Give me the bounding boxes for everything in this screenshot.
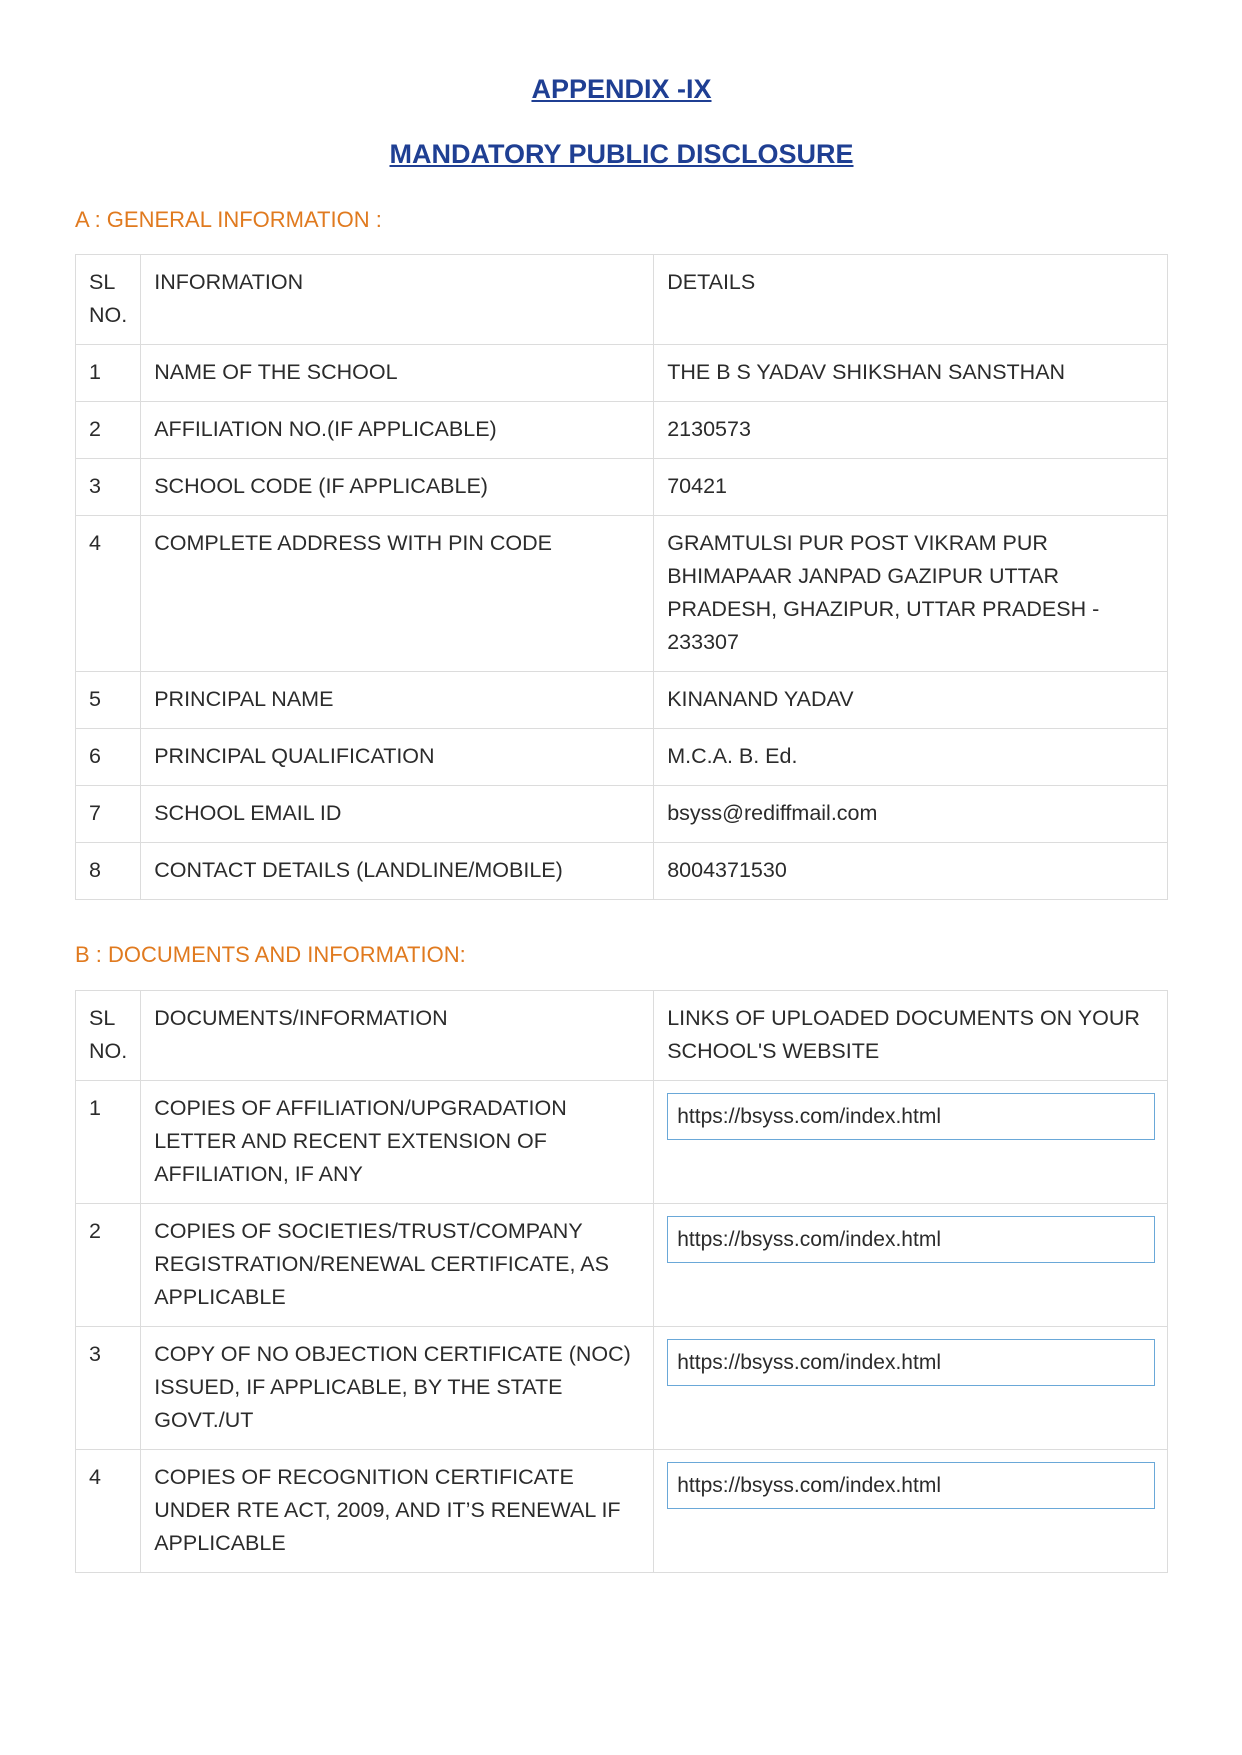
row-details: bsyss@rediffmail.com (654, 786, 1168, 843)
table-row (76, 843, 1168, 900)
row-info: SCHOOL EMAIL ID (141, 786, 654, 843)
row-sl: 4 (76, 1450, 141, 1573)
document-link[interactable]: https://bsyss.com/index.html (667, 1339, 1155, 1386)
row-info: PRINCIPAL NAME (141, 672, 654, 729)
header-information: INFORMATION (141, 255, 654, 345)
row-info: SCHOOL CODE (IF APPLICABLE) (141, 459, 654, 516)
header-sl-no: SL NO. (76, 991, 141, 1081)
table-row (76, 1204, 1168, 1327)
row-sl: 4 (76, 516, 141, 672)
row-link-cell (654, 1327, 1168, 1450)
table-row (76, 786, 1168, 843)
row-sl: 2 (76, 1204, 141, 1327)
row-sl: 3 (76, 1327, 141, 1450)
row-link-cell (654, 1081, 1168, 1204)
row-document: COPIES OF RECOGNITION CERTIFICATE UNDER RTE ACT, 2009, AND IT’S RENEWAL IF APPLICABLE (141, 1450, 654, 1573)
section-b-heading: B : DOCUMENTS AND INFORMATION: (75, 942, 466, 967)
document-link[interactable]: https://bsyss.com/index.html (667, 1462, 1155, 1509)
table-header-row (76, 255, 1168, 345)
row-sl: 1 (76, 345, 141, 402)
table-row (76, 459, 1168, 516)
row-document: COPIES OF SOCIETIES/TRUST/COMPANY REGISTRATION/RENEWAL CERTIFICATE, AS APPLICABLE (141, 1204, 654, 1327)
document-link[interactable]: https://bsyss.com/index.html (667, 1216, 1155, 1263)
table-header-row (76, 991, 1168, 1081)
row-info: NAME OF THE SCHOOL (141, 345, 654, 402)
row-sl: 2 (76, 402, 141, 459)
row-details: 8004371530 (654, 843, 1168, 900)
row-details: M.C.A. B. Ed. (654, 729, 1168, 786)
appendix-title: APPENDIX -IX (531, 74, 712, 104)
row-sl: 3 (76, 459, 141, 516)
row-sl: 1 (76, 1081, 141, 1204)
row-info: PRINCIPAL QUALIFICATION (141, 729, 654, 786)
row-sl: 6 (76, 729, 141, 786)
row-info: CONTACT DETAILS (LANDLINE/MOBILE) (141, 843, 654, 900)
documents-table (75, 990, 1168, 1573)
table-row (76, 1081, 1168, 1204)
main-title: MANDATORY PUBLIC DISCLOSURE (389, 139, 854, 169)
general-information-table (75, 254, 1168, 900)
table-row (76, 402, 1168, 459)
header-sl-no: SL NO. (76, 255, 141, 345)
section-a-heading: A : GENERAL INFORMATION : (75, 207, 382, 232)
row-info: COMPLETE ADDRESS WITH PIN CODE (141, 516, 654, 672)
row-details: THE B S YADAV SHIKSHAN SANSTHAN (654, 345, 1168, 402)
header-details: DETAILS (654, 255, 1168, 345)
row-details: GRAMTULSI PUR POST VIKRAM PUR BHIMAPAAR JANPAD GAZIPUR UTTAR PRADESH, GHAZIPUR, UTTAR PRADESH - 233307 (654, 516, 1168, 672)
row-sl: 8 (76, 843, 141, 900)
table-row (76, 729, 1168, 786)
table-row (76, 1450, 1168, 1573)
row-sl: 5 (76, 672, 141, 729)
row-document: COPY OF NO OBJECTION CERTIFICATE (NOC) ISSUED, IF APPLICABLE, BY THE STATE GOVT./UT (141, 1327, 654, 1450)
row-document: COPIES OF AFFILIATION/UPGRADATION LETTER AND RECENT EXTENSION OF AFFILIATION, IF ANY (141, 1081, 654, 1204)
header-documents: DOCUMENTS/INFORMATION (141, 991, 654, 1081)
row-details: 2130573 (654, 402, 1168, 459)
table-row (76, 516, 1168, 672)
row-link-cell (654, 1204, 1168, 1327)
table-row (76, 672, 1168, 729)
header-links: LINKS OF UPLOADED DOCUMENTS ON YOUR SCHOOL'S WEBSITE (654, 991, 1168, 1081)
document-link[interactable]: https://bsyss.com/index.html (667, 1093, 1155, 1140)
row-link-cell (654, 1450, 1168, 1573)
table-row (76, 345, 1168, 402)
table-row (76, 1327, 1168, 1450)
row-sl: 7 (76, 786, 141, 843)
row-details: 70421 (654, 459, 1168, 516)
row-details: KINANAND YADAV (654, 672, 1168, 729)
row-info: AFFILIATION NO.(IF APPLICABLE) (141, 402, 654, 459)
